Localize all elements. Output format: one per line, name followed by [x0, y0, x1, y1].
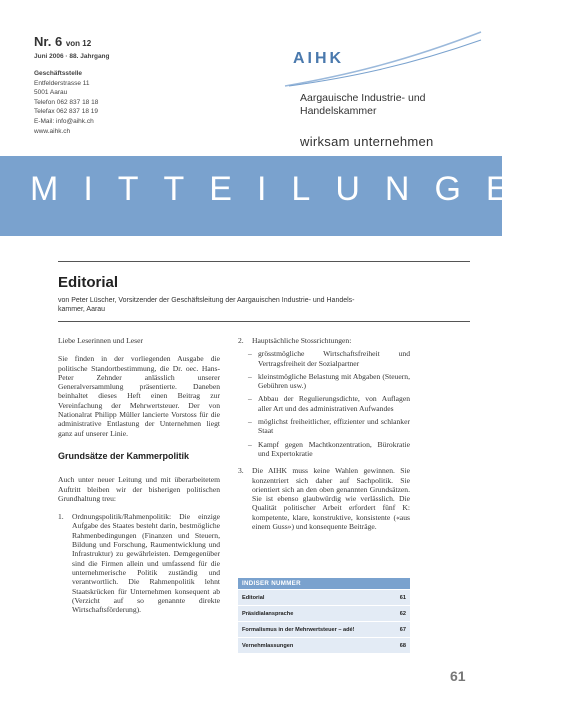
- byline-line1: von Peter Lüscher, Vorsitzender der Geschäftsleitung der Aargauischen Industrie- und Handels-: [58, 297, 355, 304]
- column-left: [58, 336, 220, 614]
- numbered-item-3: [238, 466, 410, 531]
- office-address: [34, 69, 204, 136]
- issue-date: Juni 2006 · 88. Jahrgang: [34, 53, 110, 60]
- editorial-title: Editorial: [58, 274, 119, 291]
- index-page: 62: [399, 611, 406, 617]
- organization-name: [300, 92, 426, 118]
- greeting: Liebe Leserinnen und Leser: [58, 336, 143, 345]
- issue-number: [34, 34, 204, 49]
- item-number: 2.: [238, 336, 244, 345]
- section-subhead: Grundsätze der Kammerpolitik: [58, 450, 190, 461]
- item-text: Hauptsächliche Stossrichtungen:: [252, 336, 352, 345]
- list-item: [248, 349, 410, 368]
- office-web[interactable]: www.aihk.ch: [34, 127, 71, 135]
- issue-index: [238, 578, 410, 653]
- list-item-text: Abbau der Regulierungsdichte, von Auflagen aller Art und des administrativen Aufwandes: [258, 394, 410, 413]
- column-right: [238, 336, 410, 531]
- list-item-text: kleinstmögliche Belastung mit Abgaben (Steuern, Gebühren usw.): [258, 371, 410, 391]
- office-heading: Geschäftsstelle: [34, 70, 83, 77]
- dash-icon: –: [248, 394, 252, 404]
- item-number: 1.: [58, 512, 64, 522]
- list-item: [248, 440, 410, 459]
- title-banner: [0, 156, 583, 236]
- office-city: 5001 Aarau: [34, 89, 68, 97]
- dash-icon: –: [248, 349, 252, 359]
- issue-of-text: von 12: [65, 39, 92, 48]
- item-text: Die AIHK muss keine Wahlen gewinnen. Sie konzentriert sich daher auf Sachpolitik. Sie orientiert sich an den oben genannten Grundsätzen. Sie ist ebenso glaubwürdig wie verlässlich. Die Qualität politischer Arbeit erfordert fünf K: kompetente, klare, konstruktive, konsistente («aus einem Guss») und konsequente Beiträge.: [252, 466, 410, 532]
- item-text: Ordnungspolitik/Rahmenpolitik: Die einzige Aufgabe des Staates besteht darin, bestmögliche Rahmenbedingungen (Finanzen und Steuern, Bildung und Forschung, Raumentwicklung und Infrastruktur) zu gewährleisten. Demgegenüber sind die Firmen allein und umfassend für die unternehmerische Politik zuständig und verantwortlich. Die Rahmenpolitik lehnt Staatskrücken für Unternehmen konsequent ab (Verzicht auf so genannte direkte Wirtschaftsförderung).: [72, 512, 220, 615]
- dash-icon: –: [248, 439, 252, 449]
- publication-title: MITTEILUNGEN: [30, 170, 583, 208]
- numbered-item-2: [238, 336, 410, 345]
- lead-paragraph: Auch unter neuer Leitung und mit überarbeitetem Auftritt bleiben wir der bisherigen politischen Grundhaltung treu:: [58, 475, 220, 503]
- org-name-line2: Handelskammer: [300, 105, 377, 117]
- divider-top: [58, 261, 470, 262]
- org-name-line1: Aargauische Industrie- und: [300, 92, 426, 104]
- list-item: [248, 394, 410, 413]
- dash-icon: –: [248, 371, 252, 381]
- index-label: Vernehmlassungen: [242, 643, 294, 649]
- issue-number-text: Nr. 6: [34, 34, 63, 49]
- list-item-text: grösstmögliche Wirtschaftsfreiheit und Vertragsfreiheit der Sozialpartner: [258, 349, 410, 368]
- dash-icon: –: [248, 417, 252, 427]
- office-street: Entfelderstrasse 11: [34, 79, 90, 87]
- index-row[interactable]: [238, 621, 410, 637]
- index-row[interactable]: [238, 589, 410, 605]
- item-number: 3.: [238, 466, 244, 476]
- index-label: Formalismus in der Mehrwertsteuer – adé!: [242, 627, 355, 633]
- byline: [58, 296, 438, 314]
- index-label: Präsidialansprache: [242, 611, 294, 617]
- divider-byline: [58, 321, 470, 322]
- index-heading: INDISER NUMMER: [238, 578, 410, 589]
- list-item-text: möglichst freiheitlicher, effizienter und schlanker Staat: [258, 417, 410, 436]
- page-number: 61: [450, 668, 466, 684]
- index-page: 61: [399, 595, 406, 601]
- index-label: Editorial: [242, 595, 265, 601]
- list-item: [248, 417, 410, 436]
- office-fax: Telefax 062 837 18 19: [34, 108, 98, 116]
- logo-wordmark: AIHK: [293, 50, 345, 67]
- office-phone: Telefon 062 837 18 18: [34, 98, 99, 106]
- masthead-info: [34, 34, 204, 136]
- list-item-text: Kampf gegen Machtkonzentration, Bürokratie und Expertokratie: [258, 439, 410, 458]
- index-page: 68: [399, 643, 406, 649]
- index-row[interactable]: [238, 605, 410, 621]
- index-row[interactable]: [238, 637, 410, 653]
- office-email[interactable]: E-Mail: info@aihk.ch: [34, 117, 94, 125]
- list-item: [248, 372, 410, 391]
- byline-line2: kammer, Aarau: [58, 306, 106, 313]
- slogan: wirksam unternehmen: [300, 134, 434, 149]
- index-page: 67: [399, 627, 406, 633]
- bullet-list: [238, 349, 410, 458]
- numbered-item-1: [58, 512, 220, 614]
- intro-paragraph: Sie finden in der vorliegenden Ausgabe die politische Standortbestimmung, die Dr. oec. Hans-Peter Zehnder anlässlich unserer Generalversammlung präsentierte. Daneben beinhaltet dieses Heft einen Beitrag zur Vereinfachung der Mehrwertsteuer. Der von Nationalrat Philipp Müller lancierte Vorstoss für die administrative Entlastung der Unternehmen liegt ganz auf unserer Linie.: [58, 354, 220, 438]
